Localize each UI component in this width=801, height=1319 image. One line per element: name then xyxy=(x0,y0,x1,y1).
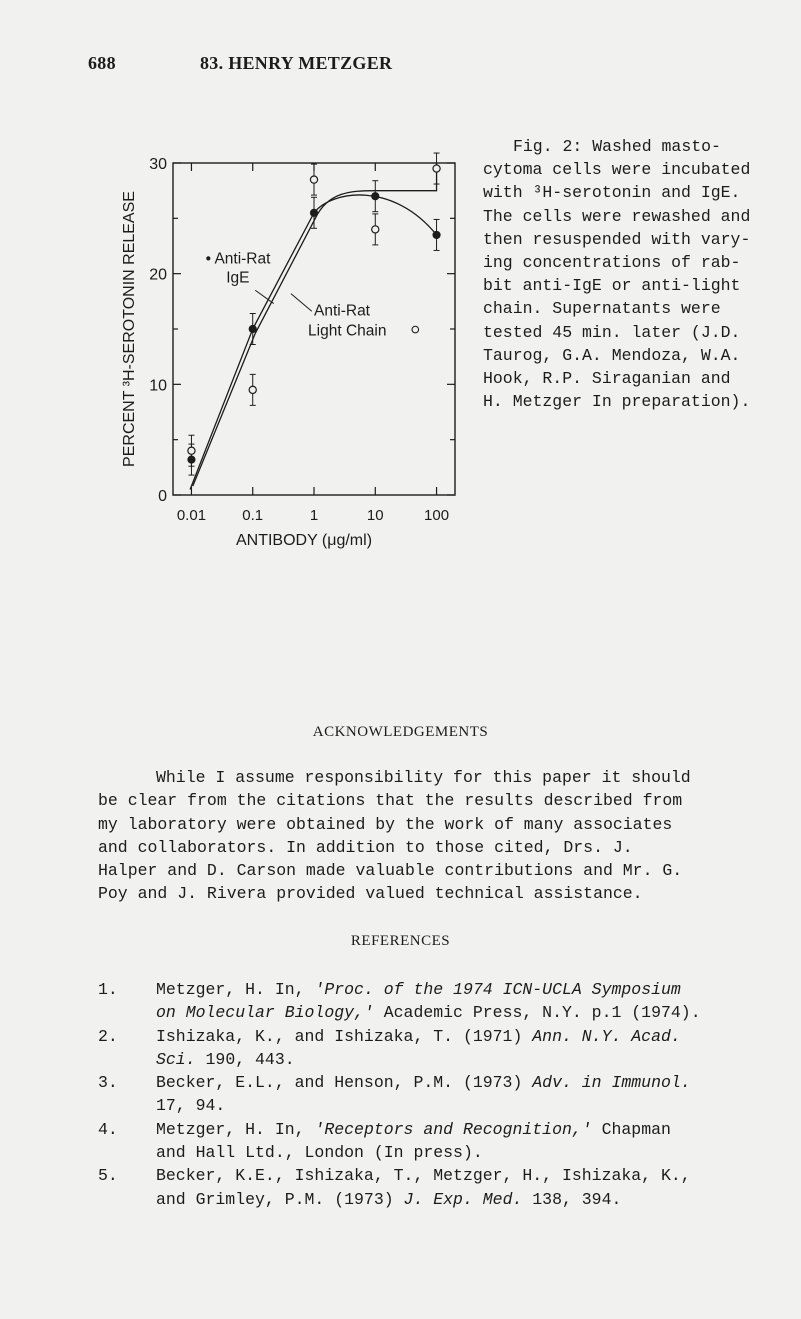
reference-item xyxy=(98,978,798,1025)
data-point-anti-light-chain xyxy=(372,226,379,233)
reference-fragment: 190, 443. xyxy=(195,1049,295,1069)
reference-fragment: Becker, K.E., Ishizaka, T., Metzger, H., Ishizaka, K., xyxy=(156,1166,691,1186)
y-tick-label: 10 xyxy=(149,377,167,395)
reference-fragment: Ann. N.Y. Acad. xyxy=(532,1026,681,1046)
acknowledgement-line: be clear from the citations that the results described from xyxy=(98,791,683,811)
reference-fragment: Sci. xyxy=(156,1049,196,1069)
reference-fragment: on Molecular Biology,' xyxy=(156,1003,374,1023)
data-point-anti-rat-ige xyxy=(433,231,440,238)
data-point-anti-rat-ige xyxy=(249,325,256,332)
caption-line: with ³H-serotonin and IgE. xyxy=(483,183,741,203)
reference-fragment: Chapman xyxy=(591,1119,671,1139)
reference-fragment: 138, 394. xyxy=(522,1189,622,1209)
reference-number: 3. xyxy=(98,1073,118,1093)
annotation-lc-line1: Anti-Rat xyxy=(314,302,370,320)
y-axis-label: PERCENT ³H-SEROTONIN RELEASE xyxy=(121,191,138,467)
caption-line: H. Metzger In preparation). xyxy=(483,392,751,412)
acknowledgement-line: Halper and D. Carson made valuable contributions and Mr. G. xyxy=(98,861,683,881)
reference-text xyxy=(156,1025,798,1072)
reference-line xyxy=(156,1188,798,1211)
data-point-anti-light-chain xyxy=(249,386,256,393)
acknowledgement-line: my laboratory were obtained by the work of many associates xyxy=(98,814,673,834)
reference-line xyxy=(156,978,798,1001)
reference-line xyxy=(156,1094,798,1117)
reference-item xyxy=(98,1118,798,1165)
running-title: 83. HENRY METZGER xyxy=(200,53,393,73)
caption-line: Taurog, G.A. Mendoza, W.A. xyxy=(483,345,741,365)
reference-line xyxy=(156,1071,798,1094)
caption-line: then resuspended with vary- xyxy=(483,229,751,249)
reference-fragment: 'Receptors and Recognition,' xyxy=(314,1119,592,1139)
reference-text xyxy=(156,1071,798,1118)
caption-line: Fig. 2: Washed masto- xyxy=(513,137,721,156)
reference-fragment: 17, 94. xyxy=(156,1096,226,1116)
acknowledgement-line: Poy and J. Rivera provided valued technical assistance. xyxy=(98,884,643,904)
data-point-anti-rat-ige xyxy=(310,209,317,216)
acknowledgement-line: While I assume responsibility for this paper it should xyxy=(156,768,691,787)
reference-item xyxy=(98,1025,798,1072)
reference-item xyxy=(98,1164,798,1211)
reference-number: 2. xyxy=(98,1026,118,1046)
x-axis-label: ANTIBODY (μg/ml) xyxy=(235,532,373,549)
reference-fragment: 'Proc. of the 1974 ICN-UCLA Symposium xyxy=(314,980,681,999)
x-tick-label: 10 xyxy=(366,507,384,524)
references-list xyxy=(98,978,798,1211)
reference-line xyxy=(156,1025,798,1048)
caption-line: cytoma cells were incubated xyxy=(483,160,751,180)
caption-line: ing concentrations of rab- xyxy=(483,253,741,273)
caption-line: Hook, R.P. Siraganian and xyxy=(483,369,731,389)
reference-number: 1. xyxy=(98,980,118,999)
caption-line: bit anti-IgE or anti-light xyxy=(483,276,741,296)
reference-line xyxy=(156,1164,798,1187)
x-tick-label: 100 xyxy=(424,507,450,524)
reference-line xyxy=(156,1141,798,1164)
caption-line: chain. Supernatants were xyxy=(483,299,721,319)
data-point-anti-rat-ige xyxy=(372,193,379,200)
reference-fragment: Ishizaka, K., and Ishizaka, T. (1971) xyxy=(156,1026,533,1046)
annotation-lc-marker xyxy=(412,326,419,333)
caption-line: The cells were rewashed and xyxy=(483,206,751,226)
reference-number: 5. xyxy=(98,1166,118,1186)
reference-fragment: Academic Press, N.Y. p.1 (1974). xyxy=(373,1003,701,1023)
page-number: 688 xyxy=(88,53,116,73)
acknowledgement-line: and collaborators. In addition to those cited, Drs. J. xyxy=(98,837,633,857)
reference-line xyxy=(156,1048,798,1071)
data-point-anti-light-chain xyxy=(310,176,317,183)
acknowledgements-title: ACKNOWLEDGEMENTS xyxy=(312,724,489,740)
y-tick-label: 30 xyxy=(149,156,167,173)
reference-line xyxy=(156,1118,798,1141)
reference-fragment: Becker, E.L., and Henson, P.M. (1973) xyxy=(156,1073,533,1093)
reference-line xyxy=(156,1001,798,1024)
serotonin-release-chart xyxy=(110,145,460,555)
curve-anti-rat-ige xyxy=(190,195,436,489)
data-point-anti-light-chain xyxy=(188,447,195,454)
annotation-lc-pointer xyxy=(291,294,312,312)
annotation-ige-line1: • Anti-Rat xyxy=(205,250,271,268)
annotation-ige-line2: IgE xyxy=(226,269,250,287)
acknowledgements-body xyxy=(98,766,788,906)
reference-text xyxy=(156,978,798,1025)
figure-caption xyxy=(483,135,795,413)
x-tick-label: 0.01 xyxy=(176,507,207,524)
data-point-anti-light-chain xyxy=(433,165,440,172)
annotation-ige-pointer xyxy=(255,290,273,303)
chart-labels xyxy=(121,156,449,549)
y-tick-label: 20 xyxy=(149,266,167,284)
caption-line: tested 45 min. later (J.D. xyxy=(483,322,741,342)
x-tick-label: 1 xyxy=(309,507,319,524)
reference-text xyxy=(156,1164,798,1211)
references-title: REFERENCES xyxy=(350,933,451,949)
reference-fragment: Adv. in Immunol. xyxy=(532,1073,691,1093)
reference-fragment: and Grimley, P.M. (1973) xyxy=(156,1189,404,1209)
x-tick-label: 0.1 xyxy=(242,507,264,524)
reference-item xyxy=(98,1071,798,1118)
reference-fragment: Metzger, H. In, xyxy=(156,980,315,999)
reference-text xyxy=(156,1118,798,1165)
annotation-lc-line2: Light Chain xyxy=(308,322,387,340)
reference-number: 4. xyxy=(98,1119,118,1139)
running-header xyxy=(88,53,392,74)
y-tick-label: 0 xyxy=(158,488,167,505)
reference-fragment: J. Exp. Med. xyxy=(403,1189,523,1209)
reference-fragment: Metzger, H. In, xyxy=(156,1119,315,1139)
reference-fragment: and Hall Ltd., London (In press). xyxy=(156,1143,483,1163)
